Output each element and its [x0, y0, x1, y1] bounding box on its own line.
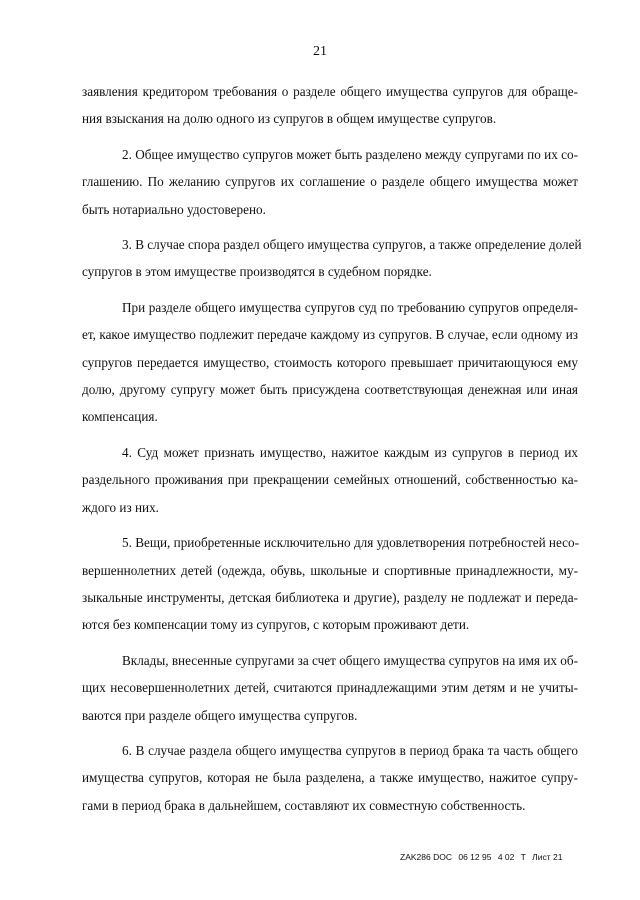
text-line: супругов передается имущество, стоимость которого превышает причитающуюся ему: [82, 354, 578, 370]
paragraph: [82, 737, 578, 819]
text-line: При разделе общего имущества супругов суд по требованию супругов определя-: [122, 299, 578, 315]
footer-sheet: Лист 21: [532, 852, 563, 862]
text-line: ния взыскания на долю одного из супругов в общем имуществе супругов.: [82, 111, 497, 127]
page-number: 21: [313, 44, 327, 59]
paragraph: [82, 141, 578, 223]
text-line: ются без компенсации тому из супругов, с которым проживают дети.: [82, 617, 470, 633]
paragraph: [82, 78, 578, 133]
text-line: долю, другому супругу может быть присуждена соответствующая денежная или иная: [82, 382, 578, 398]
text-line: заявления кредитором требования о разделе общего имущества супругов для обраще-: [82, 84, 578, 99]
text-line: ет, какое имущество подлежит передаче каждому из супругов. В случае, если одному из: [82, 327, 578, 343]
text-line: имущества супругов, которая не была разделена, а также имущество, нажитое супру-: [82, 770, 578, 786]
text-line: супругов в этом имуществе производятся в судебном порядке.: [82, 264, 432, 280]
document-footer: [400, 852, 590, 862]
document-body: [82, 78, 582, 819]
text-line: 6. В случае раздела общего имущества супругов в период брака та часть общего: [122, 742, 578, 758]
footer-time: 4 02: [497, 852, 515, 862]
text-line: раздельного проживания при прекращении семейных отношений, собственностью ка-: [82, 472, 578, 488]
text-line: зыкальные инструменты, детская библиотека и другие), разделу не подлежат и переда-: [82, 589, 578, 605]
text-line: гами в период брака в дальнейшем, составляют их совместную собственность.: [82, 797, 526, 813]
text-line: 5. Вещи, приобретенные исключительно для удовлетворения потребностей несо-: [122, 535, 580, 551]
text-line: ждого из них.: [82, 499, 159, 515]
paragraph: [82, 529, 578, 639]
text-line: 2. Общее имущество супругов может быть разделено между супругами по их со-: [122, 146, 578, 162]
text-line: ваются при разделе общего имущества супругов.: [82, 707, 358, 723]
text-line: щих несовершеннолетних детей, считаются принадлежащими этим детям и не учиты-: [82, 680, 578, 696]
text-line: компенсация.: [82, 409, 158, 425]
footer-date: 06 12 95: [458, 852, 492, 862]
text-line: 4. Суд может признать имущество, нажитое каждым из супругов в период их: [122, 444, 578, 460]
text-line: глашению. По желанию супругов их соглашение о разделе общего имущества может: [82, 174, 578, 190]
paragraph: [82, 647, 578, 729]
paragraph: [82, 231, 582, 286]
paragraph: [82, 294, 578, 431]
text-line: вершеннолетних детей (одежда, обувь, школьные и спортивные принадлежности, му-: [82, 562, 578, 578]
footer-doc-id: ZAK286 DOC: [400, 852, 452, 862]
text-line: Вклады, внесенные супругами за счет общего имущества супругов на имя их об-: [122, 652, 578, 668]
text-line: 3. В случае спора раздел общего имущества супругов, а также определение долей: [122, 237, 582, 253]
paragraph: [82, 439, 578, 521]
footer-mark: T: [520, 852, 526, 862]
text-line: быть нотариально удостоверено.: [82, 201, 266, 217]
